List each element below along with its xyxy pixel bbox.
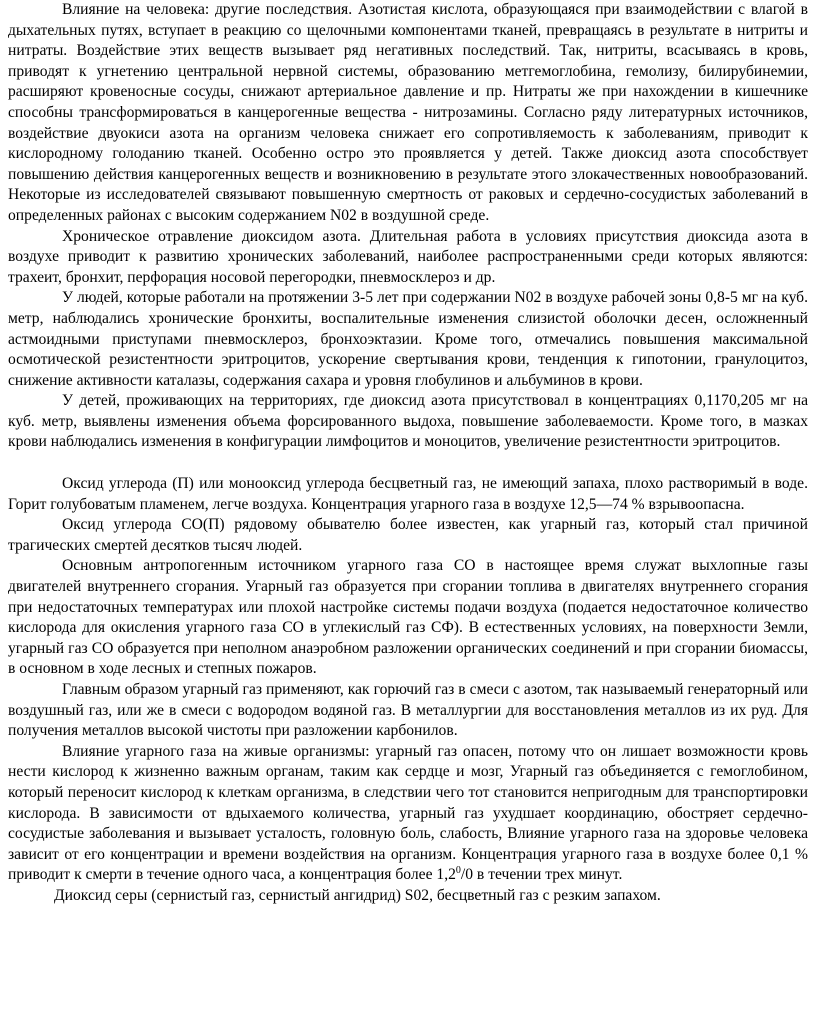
section-spacer: [8, 453, 808, 474]
paragraph-co-uses: Главным образом угарный газ применяют, как горючий газ в смеси с азотом, так называемый генераторный или воздушный газ, или же в смеси с водородом водяной газ. В металлургии для восстановления металлов из их руд. Для получения металлов высокой чистоты при разложении карбонилов.: [8, 681, 808, 740]
paragraph-carbon-monoxide-intro: Оксид углерода (П) или монооксид углерода бесцветный газ, не имеющий запаха, плохо растворимый в воде. Горит голубоватым пламенем, легче воздуха. Концентрация угарного газа в воздухе 12,5—74 % взрывоопасна.: [8, 475, 808, 513]
paragraph-chronic-poisoning: Хроническое отравление диоксидом азота. Длительная работа в условиях присутствия диоксида азота в воздухе приводит к развитию хронических заболеваний, наиболее распространенными среди которых являются: трахеит, бронхит, перфорация носовой перегородки, пневмосклероз и др.: [8, 227, 808, 286]
paragraph-sulfur-dioxide: Диоксид серы (сернистый газ, сернистый ангидрид) S02, бесцветный газ с резким запахом.: [54, 886, 661, 904]
co-health-text-end: /0 в течении трех минут.: [460, 866, 623, 884]
paragraph-carbon-monoxide-known: Оксид углерода СО(П) рядовому обывателю более известен, как угарный газ, который стал причиной трагических смертей десятков тысяч людей.: [8, 516, 808, 554]
paragraph-co-health-effects: [8, 742, 808, 886]
paragraph-workers-exposure: У людей, которые работали на протяжении 3-5 лет при содержании N02 в воздухе рабочей зоны 0,8-5 мг на куб. метр, наблюдались хронические бронхиты, воспалительные изменения слизистой оболочки десен, осложненный астмоидными приступами пневмосклероз, бронхоэктазии. Кроме того, отмечались повышения максимальной осмотической резистентности эритроцитов, ускорение свертывания крови, тенденция к гипотонии, гранулоцитоз, снижение активности каталазы, содержания сахара и уровня глобулинов и альбуминов в крови.: [8, 289, 808, 389]
paragraph-nitrogen-effects: Влияние на человека: другие последствия. Азотистая кислота, образующаяся при взаимодействии с влагой в дыхательных путях, вступает в реакцию со щелочными компонентами тканей, превращаясь в результате в нитриты и нитраты. Воздействие этих веществ вызывает ряд негативных последствий. Так, нитриты, всасываясь в кровь, приводят к угнетению центральной нервной системы, образованию метгемоглобина, гемолизу, билирубинемии, расширяют кровеносные сосуды, снижают артериальное давление и пр. Нитраты же при нахождении в кишечнике способны трансформироваться в канцерогенные вещества - нитрозамины. Согласно ряду литературных источников, воздействие двуокиси азота на организм человека снижает его сопротивляемость к заболеваниям, приводит к кислородному голоданию тканей. Особенно остро это проявляется у детей. Также диоксид азота способствует повышению действия канцерогенных веществ и возникновению в результате этого злокачественных новообразований. Некоторые из исследователей связывают повышенную смертность от раковых и сердечно-сосудистых заболеваний в определенных районах с высоким содержанием N02 в воздушной среде.: [8, 1, 808, 224]
paragraph-children-exposure: У детей, проживающих на территориях, где диоксид азота присутствовал в концентрациях 0,1170,205 мг на куб. метр, выявлены изменения объема форсированного выдоха, повышение заболеваемости. Кроме того, в мазках крови наблюдались изменения в конфигурации лимфоцитов и моноцитов, увеличение резистентности эритроцитов.: [8, 392, 808, 451]
superscript-zero: 0: [455, 865, 461, 877]
paragraph-co-sources: Основным антропогенным источником угарного газа СО в настоящее время служат выхлопные газы двигателей внутреннего сгорания. Угарный газ образуется при сгорании топлива в двигателях внутреннего сгорания при недостаточных температурах или плохой настройке системы подачи воздуха (подается недостаточное количество кислорода для окисления угарного газа СО в углекислый газ СФ). В естественных условиях, на поверхности Земли, угарный газ СО образуется при неполном анаэробном разложении органических соединений и при сгорании биомассы, в основном в ходе лесных и степных пожаров.: [8, 557, 808, 678]
co-health-text: Влияние угарного газа на живые организмы: угарный газ опасен, потому что он лишает возможности кровь нести кислород к жизненно важным органам, таким как сердце и мозг, Угарный газ объединяется с гемоглобином, который переносит кислород к клеткам организма, в следствии чего тот становится непригодным для транспортировки кислорода. В зависимости от вдыхаемого количества, угарный газ ухудшает координацию, обостряет сердечно-сосудистые заболевания и вызывает усталость, головную боль, слабость, Влияние угарного газа на здоровье человека зависит от его концентрации и времени воздействия на организм. Концентрация угарного газа в воздухе более 0,1 % приводит к смерти в течение одного часа, а концентрация более 1,2: [8, 742, 808, 884]
